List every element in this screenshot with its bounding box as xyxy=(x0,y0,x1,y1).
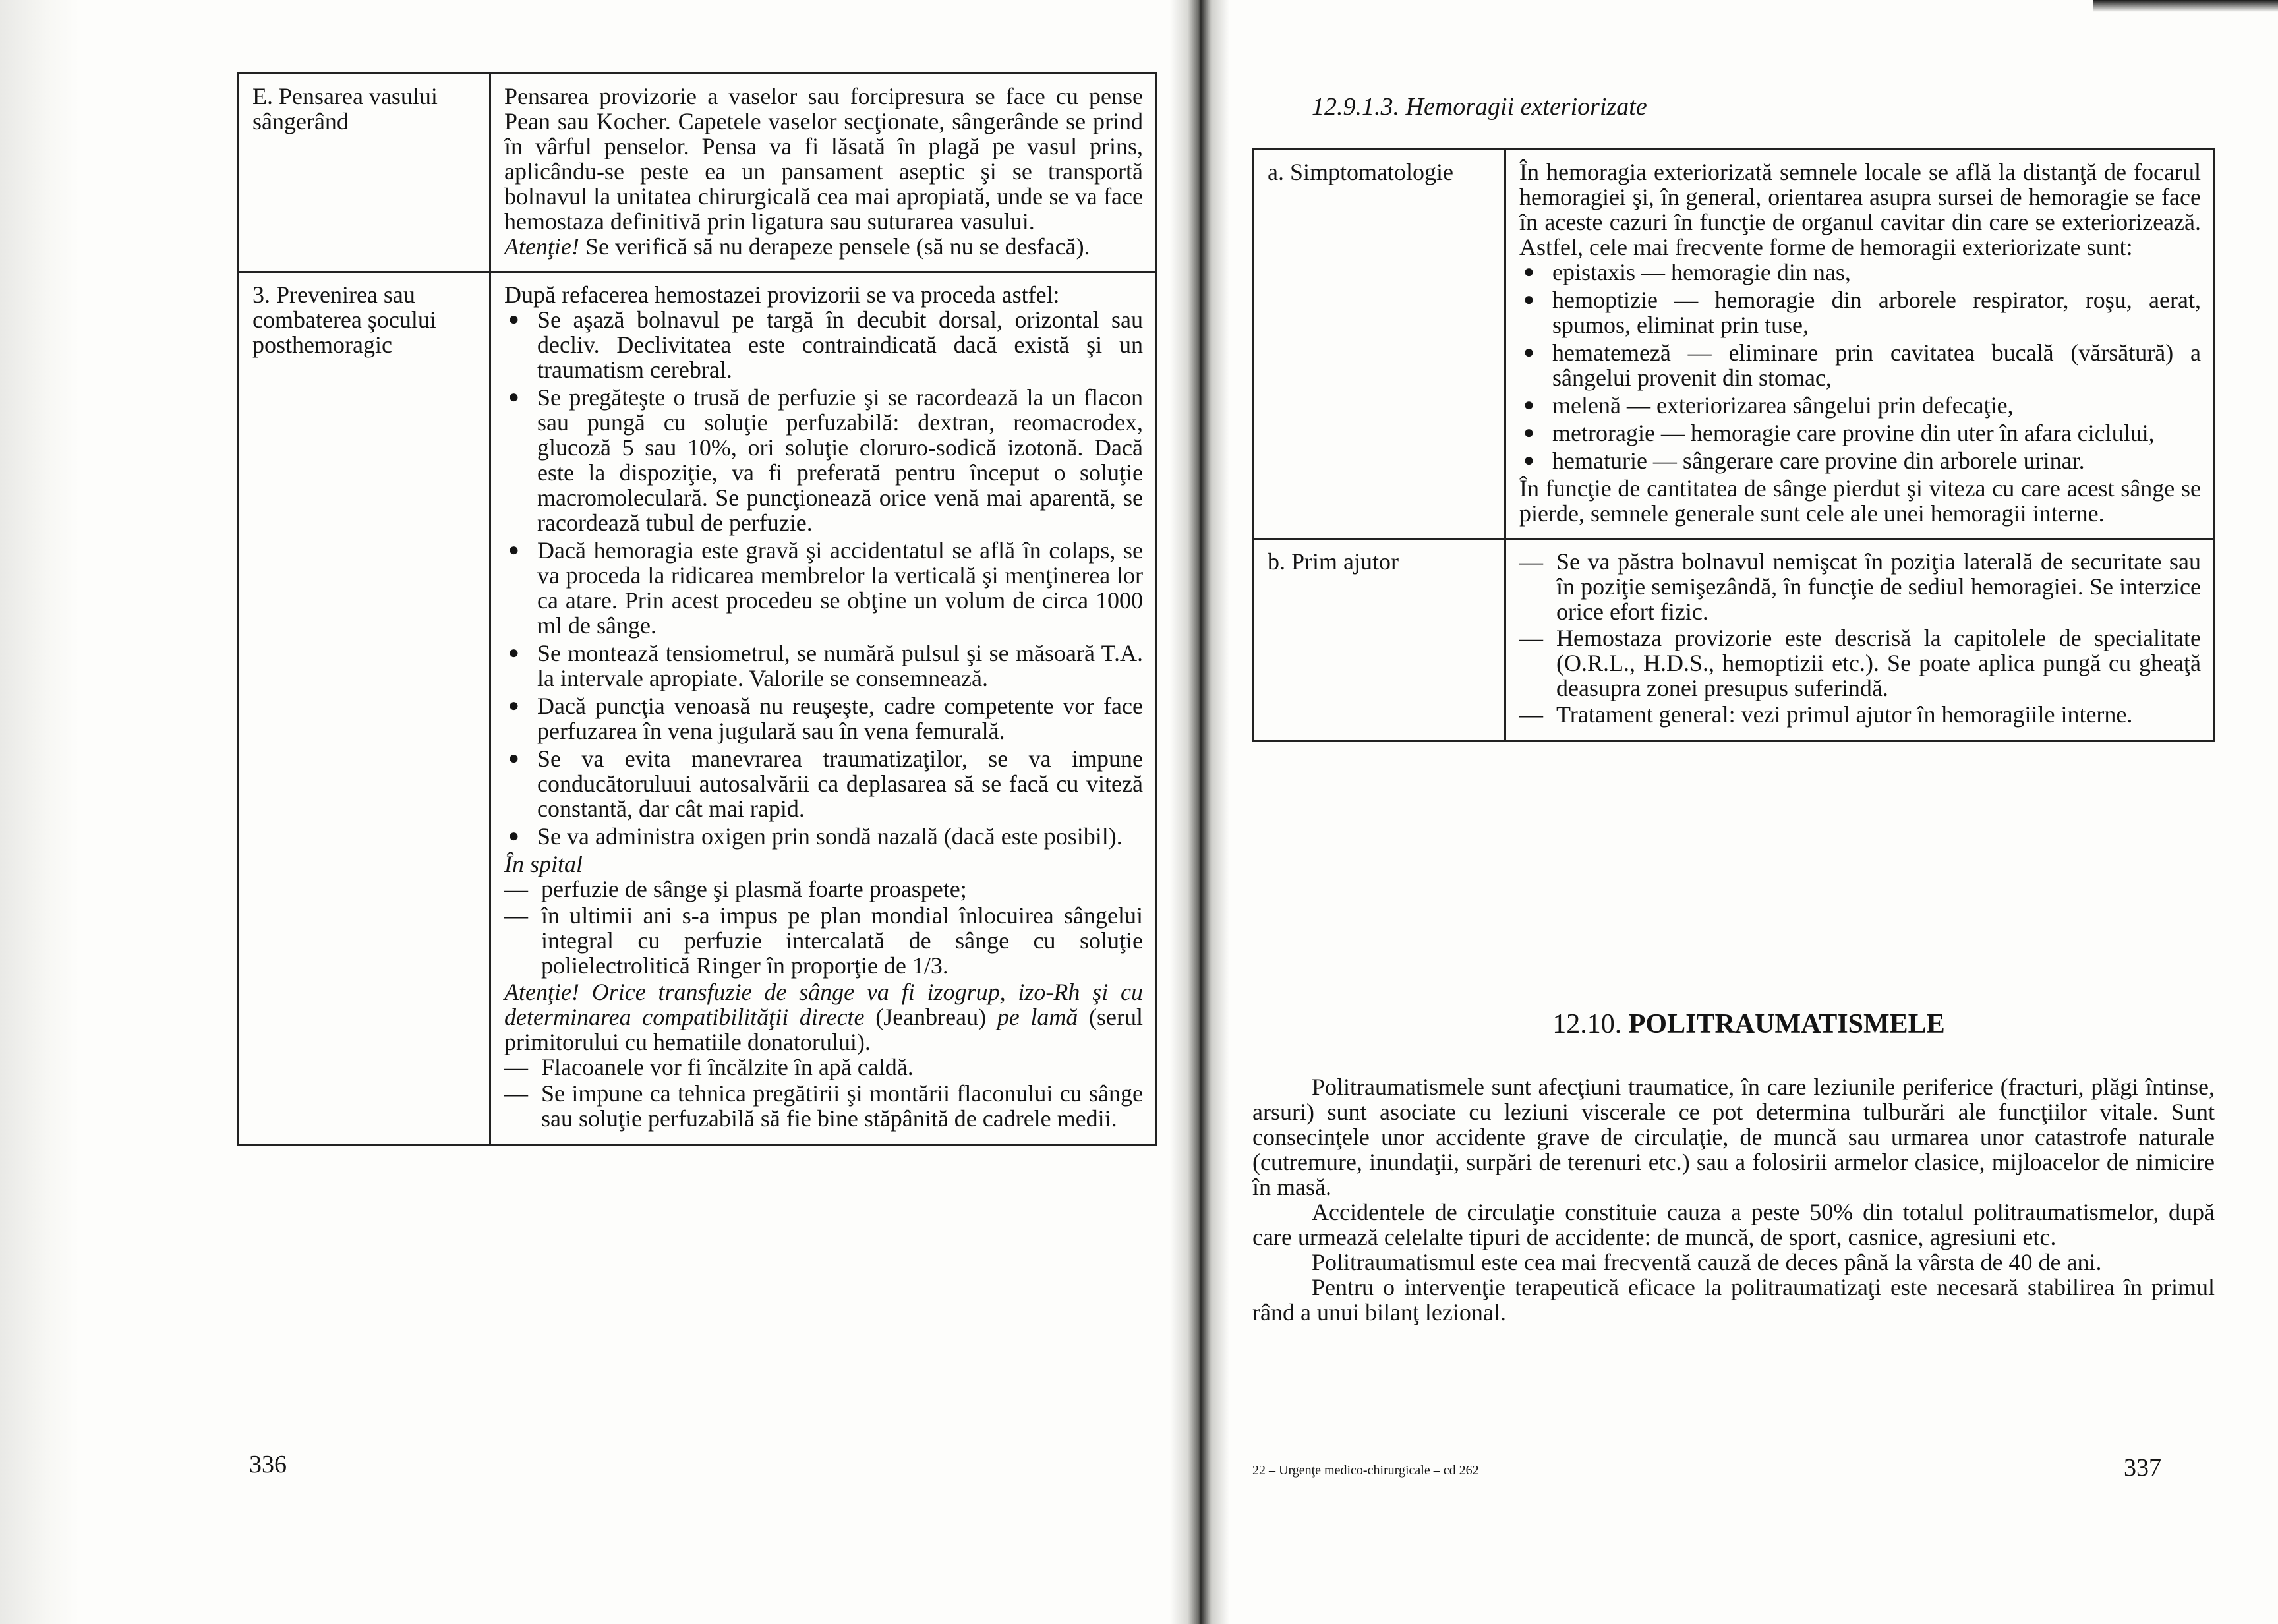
intro: După refacerea hemostazei provizorii se va proceda astfel: xyxy=(504,281,1060,308)
list-item: — Hemostaza provizorie este descrisă la capitolele de specialitate (O.R.L., H.D.S., hemoptizii etc.). Se poate aplica pungă cu gheaţă deasupra zonei presupus suferindă. xyxy=(1519,625,2201,701)
chapter-body xyxy=(1252,1074,2215,1325)
right-page xyxy=(1219,0,2278,1624)
paragraph: Pentru o intervenţie terapeutică eficace la politraumatizaţi este necesară stabilirea în primul rând a unui bilanţ lezional. xyxy=(1252,1274,2215,1325)
section-heading: 12.9.1.3. Hemoragii exteriorizate xyxy=(1312,93,1647,121)
row-content xyxy=(1505,539,2214,741)
row-label: b. Prim ajutor xyxy=(1254,539,1505,741)
warning-text: Atenţie! Orice transfuzie de sânge va fi izogrup, izo-Rh şi cu determinarea compatibilităţii directe xyxy=(504,979,1143,1030)
warning xyxy=(504,979,1143,1055)
right-table xyxy=(1252,148,2215,742)
list-item: ● Se pregăteşte o trusă de perfuzie şi se racordează la un flacon sau pungă cu soluţie perfuzabilă: dextran, reomacrodex, glucoză 5 sau 10%, ori soluţie cloruro-sodică izotonă. Dacă este la dispoziţie, va fi preferată pentru început o soluţie macromoleculară. Se puncţionează orice venă mai aparentă, se racordează tubul de perfuzie. xyxy=(504,385,1143,535)
warning xyxy=(504,234,1143,259)
list-item: ● Se aşază bolnavul pe targă în decubit dorsal, orizontal sau decliv. Declivitatea este contraindicată dacă există şi un traumatism cerebral. xyxy=(504,307,1143,382)
dash-list xyxy=(1519,549,2201,727)
paragraph: Accidentele de circulaţie constituie cauza a peste 50% din totalul politraumatismelor, după care urmează celelalte tipuri de accidente: de muncă, de sport, casnice, agresiuni etc. xyxy=(1252,1199,2215,1250)
warning-text: Se verifică să nu derapeze pensele (să nu se desfacă). xyxy=(579,233,1090,260)
list-item: ● Se montează tensiometrul, se numără pulsul şi se măsoară T.A. la intervale apropiate. Valorile se consemnează. xyxy=(504,641,1143,691)
table-row xyxy=(1254,150,2214,539)
chapter-title xyxy=(1219,1008,2278,1040)
paragraph: Politraumatismele sunt afecţiuni traumatice, în care leziunile periferice (fracturi, plăgi întinse, arsuri) sunt asociate cu leziuni viscerale ce pot determina tulburări ale funcţiilor vitale. Sunt consecinţele unor accidente grave de circulaţie, de muncă sau urmarea unor catastrofe naturale (cutremure, inundaţii, surpări de terenuri etc.) sau a folosirii armelor clasice, mijloacelor de nimicire în masă. xyxy=(1252,1074,2215,1200)
list-item: ● metroragie — hemoragie care provine din uter în afara ciclului, xyxy=(1519,420,2201,446)
left-table xyxy=(237,72,1157,1146)
warning-text: pe lamă xyxy=(997,1004,1078,1030)
list-item: — Flacoanele vor fi încălzite în apă caldă. xyxy=(504,1055,1143,1080)
hospital-label: În spital xyxy=(504,851,583,877)
paragraph: Politraumatismul este cea mai frecventă cauză de deces până la vârsta de 40 de ani. xyxy=(1312,1249,2102,1275)
dash-list xyxy=(504,1055,1143,1131)
list-item: ● epistaxis — hemoragie din nas, xyxy=(1519,260,2201,285)
chapter-number: 12.10. xyxy=(1552,1009,1622,1039)
row-label: E. Pensarea vasului sângerând xyxy=(239,74,490,272)
paragraph: Pensarea provizorie a vaselor sau forcipresura se face cu pense Pean sau Kocher. Capetele vaselor secţionate, sângerânde se prind în vârful penselor. Pensa va fi lăsată în plagă pe vasul prins, aplicându-se peste ea un pansament aseptic şi se transportă bolnavul la unitatea chirurgicală cea mai apropiată, unde se va face hemostaza definitivă prin ligatura sau suturarea vasului. xyxy=(504,83,1143,235)
table-row xyxy=(239,74,1156,272)
list-item: — în ultimii ani s-a impus pe plan mondial înlocuirea sângelui integral cu perfuzie intercalată de sânge cu soluţie polielectrolitică Ringer în proporţie de 1/3. xyxy=(504,903,1143,978)
chapter-name: POLITRAUMATISMELE xyxy=(1628,1009,1945,1039)
list-item: — Se va păstra bolnavul nemişcat în poziţia laterală de securitate sau în poziţie semişezândă, în funcţie de sediul hemoragiei. Se interzice orice efort fizic. xyxy=(1519,549,2201,624)
list-item: ● hemoptizie — hemoragie din arborele respirator, roşu, aerat, spumos, eliminat prin tuse, xyxy=(1519,287,2201,337)
row-content xyxy=(1505,150,2214,539)
list-item: ● Se va administra oxigen prin sondă nazală (dacă este posibil). xyxy=(504,824,1143,849)
list-item: ● Dacă puncţia venoasă nu reuşeşte, cadre competente vor face perfuzarea în vena jugulară sau în vena femurală. xyxy=(504,693,1143,743)
dash-list xyxy=(504,877,1143,978)
list-item: ● melenă — exteriorizarea sângelui prin defecaţie, xyxy=(1519,393,2201,418)
list-item: ● hematurie — sângerare care provine din arborele urinar. xyxy=(1519,448,2201,473)
table-row xyxy=(1254,539,2214,741)
bullet-list xyxy=(504,307,1143,849)
list-item: ● Dacă hemoragia este gravă şi accidentatul se află în colaps, se va proceda la ridicarea membrelor la verticală şi menţinerea lor ca atare. Prin acest procedeu se obţine un volum de circa 1000 ml de sânge. xyxy=(504,538,1143,638)
row-label: 3. Prevenirea sau combaterea şocului posthemoragic xyxy=(239,272,490,1146)
warning-label: Atenţie! xyxy=(504,233,579,260)
paragraph: În funcţie de cantitatea de sânge pierdut şi viteza cu care acest sânge se pierde, semnele generale sunt cele ale unei hemoragii interne. xyxy=(1519,475,2201,527)
warning-text: (serul primitorului cu hematiile donatorului). xyxy=(504,1004,1144,1055)
table-row xyxy=(239,272,1156,1146)
list-item: ● Se va evita manevrarea traumatizaţilor, se va impune conducătoruluui autosalvării ca deplasarea să se facă cu viteză constantă, dar cât mai rapid. xyxy=(504,746,1143,821)
page-number: 336 xyxy=(249,1451,287,1478)
warning-text: (Jeanbreau) xyxy=(864,1004,997,1030)
list-item: — Se impune ca tehnica pregătirii şi montării flaconului cu sânge sau soluţie perfuzabilă să fie bine stăpânită de cadrele medii. xyxy=(504,1081,1143,1131)
list-item: ● hematemeză — eliminare prin cavitatea bucală (vărsătură) a sângelui provenit din stomac, xyxy=(1519,340,2201,390)
list-item: — Tratament general: vezi primul ajutor în hemoragiile interne. xyxy=(1519,702,2201,727)
page-number: 337 xyxy=(2124,1454,2161,1482)
footer-note: 22 – Urgenţe medico-chirurgicale – cd 262 xyxy=(1252,1463,1479,1478)
list-item: — perfuzie de sânge şi plasmă foarte proaspete; xyxy=(504,877,1143,902)
row-content xyxy=(490,272,1156,1146)
row-label: a. Simptomatologie xyxy=(1254,150,1505,539)
row-content xyxy=(490,74,1156,272)
bullet-list xyxy=(1519,260,2201,473)
paragraph: În hemoragia exteriorizată semnele locale se află la distanţă de focarul hemoragiei şi, în general, orientarea asupra sursei de hemoragie se face în aceste cazuri în funcţie de organul cavitar din care se exteriorizează. Astfel, cele mai frecvente forme de hemoragii exteriorizate sunt: xyxy=(1519,159,2201,260)
